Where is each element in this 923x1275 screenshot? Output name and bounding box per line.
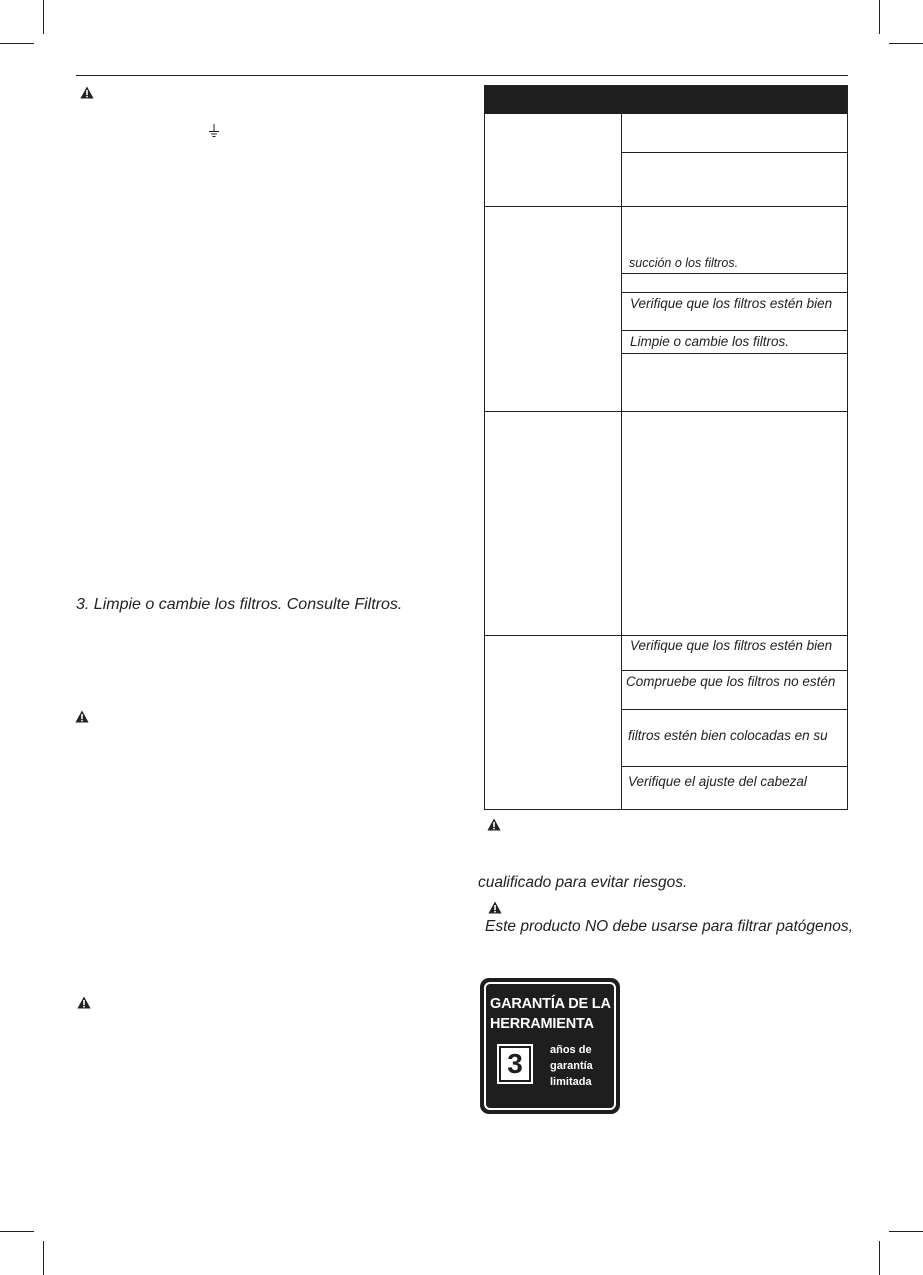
warning-icon xyxy=(80,86,94,99)
warranty-years: 3 xyxy=(501,1048,529,1080)
table-cell: Limpie o cambie los filtros. xyxy=(630,334,790,349)
crop-mark xyxy=(43,1241,44,1275)
warranty-badge-subtitle: años de garantía limitada xyxy=(550,1044,593,1088)
table-header xyxy=(485,86,847,114)
table-cell: Verifique que los filtros estén bien xyxy=(630,638,833,653)
warning-icon xyxy=(488,901,502,914)
header-rule xyxy=(76,75,848,76)
warranty-badge xyxy=(480,978,620,1114)
ground-symbol-icon xyxy=(208,124,220,138)
warning-icon xyxy=(75,710,89,723)
table-cell: filtros estén bien colocadas en su xyxy=(628,728,828,743)
crop-mark xyxy=(889,43,923,44)
warranty-years-box xyxy=(497,1044,533,1084)
warning-icon xyxy=(77,996,91,1009)
crop-mark xyxy=(43,0,44,34)
crop-mark xyxy=(879,1241,880,1275)
table-cell: Verifique que los filtros estén bien xyxy=(630,296,833,311)
warning-icon xyxy=(487,818,501,831)
crop-mark xyxy=(0,1231,34,1232)
table-cell: Verifique el ajuste del cabezal xyxy=(628,774,807,789)
crop-mark xyxy=(879,0,880,34)
crop-mark xyxy=(889,1231,923,1232)
troubleshooting-table xyxy=(484,85,848,810)
step-3-instruction: 3. Limpie o cambie los filtros. Consulte Filtros. xyxy=(76,596,403,613)
table-cell: succión o los filtros. xyxy=(629,256,739,270)
warranty-badge-title: GARANTÍA DE LA HERRAMIENTA xyxy=(490,996,611,1032)
pathogen-warning-text: Este producto NO debe usarse para filtrar patógenos, xyxy=(485,918,853,935)
table-cell: Compruebe que los filtros no estén xyxy=(626,674,836,689)
cord-warning-text: cualificado para evitar riesgos. xyxy=(478,874,688,891)
crop-mark xyxy=(0,43,34,44)
